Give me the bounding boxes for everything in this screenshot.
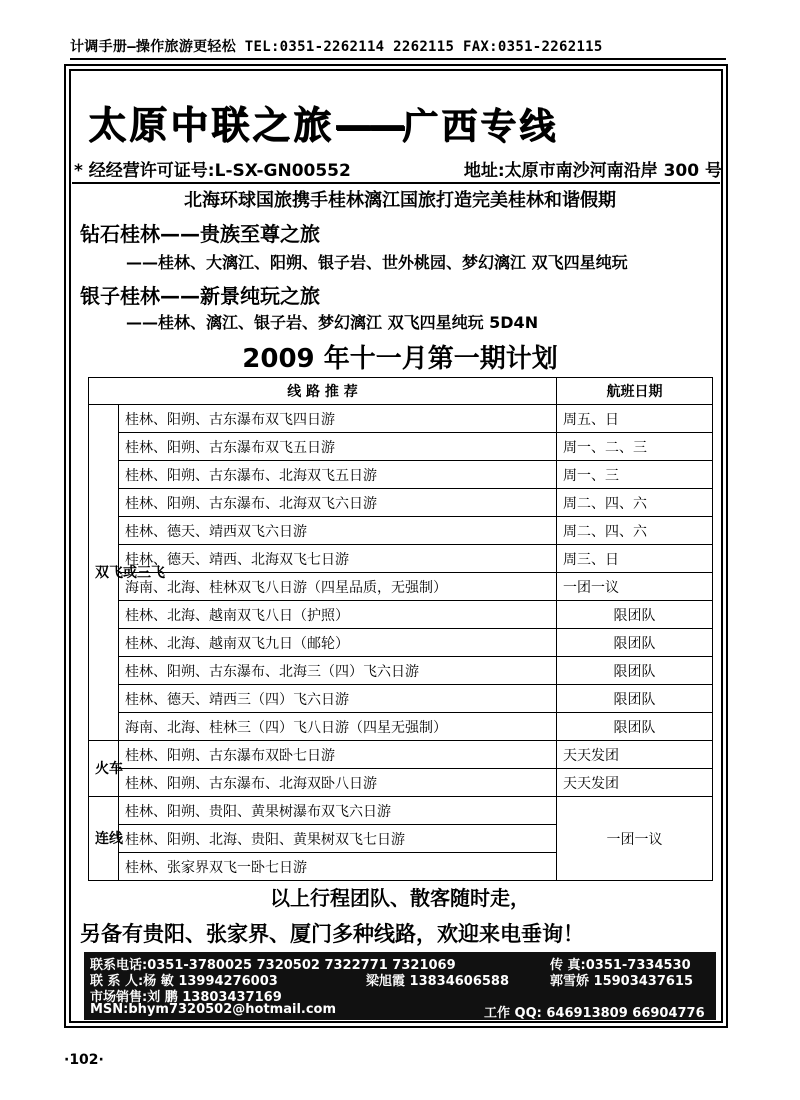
table-row bbox=[89, 573, 713, 601]
table-row bbox=[89, 489, 713, 517]
table-row bbox=[89, 797, 713, 825]
schedule-cell: 限团队 bbox=[557, 601, 713, 629]
contact-qq: 工作 QQ: 646913809 66904776 bbox=[484, 1006, 705, 1021]
route-cell: 桂林、阳朔、贵阳、黄果树瀑布双飞六日游 bbox=[119, 797, 557, 825]
schedule-cell: 周一、三 bbox=[557, 461, 713, 489]
route-cell: 桂林、阳朔、古东瀑布双卧七日游 bbox=[119, 741, 557, 769]
route-cell: 桂林、北海、越南双飞九日（邮轮） bbox=[119, 629, 557, 657]
brand-title bbox=[88, 94, 558, 149]
brand-name: 太原中联之旅 bbox=[88, 103, 335, 147]
schedule-cell: 周一、二、三 bbox=[557, 433, 713, 461]
schedule-cell: 周二、四、六 bbox=[557, 517, 713, 545]
table-row bbox=[89, 517, 713, 545]
route-cell: 桂林、阳朔、古东瀑布、北海双卧八日游 bbox=[119, 769, 557, 797]
table-row bbox=[89, 629, 713, 657]
schedule-cell: 限团队 bbox=[557, 685, 713, 713]
header-route: 线 路 推 荐 bbox=[89, 378, 557, 405]
route-cell: 桂林、德天、靖西、北海双飞七日游 bbox=[119, 545, 557, 573]
table-row bbox=[89, 769, 713, 797]
table-row bbox=[89, 657, 713, 685]
schedule-cell: 一团一议 bbox=[557, 797, 713, 881]
route-cell: 桂林、北海、越南双飞八日（护照） bbox=[119, 601, 557, 629]
contact-box bbox=[84, 952, 716, 1020]
person-label: 联 系 人: bbox=[90, 974, 144, 989]
package-title-diamond: 钻石桂林——贵族至尊之旅 bbox=[80, 222, 320, 246]
schedule-cell: 周二、四、六 bbox=[557, 489, 713, 517]
footer-line-1: 以上行程团队、散客随时走， bbox=[270, 886, 530, 910]
phone-numbers: 0351-3780025 7320502 7322771 7321069 bbox=[147, 958, 456, 973]
page-number: ·102· bbox=[64, 1052, 104, 1068]
route-cell: 桂林、阳朔、古东瀑布双飞四日游 bbox=[119, 405, 557, 433]
table-row bbox=[89, 601, 713, 629]
route-cell: 桂林、阳朔、古东瀑布、北海三（四）飞六日游 bbox=[119, 657, 557, 685]
footer-line-2: 另备有贵阳、张家界、厦门多种线路，欢迎来电垂询！ bbox=[80, 922, 584, 946]
package-title-silver: 银子桂林——新景纯玩之旅 bbox=[80, 284, 320, 308]
category-combo: 连线 bbox=[89, 797, 119, 881]
address: 地址:太原市南沙河南沿岸 300 号 bbox=[463, 161, 722, 181]
tagline: 北海环球国旅携手桂林漓江国旅打造完美桂林和谐假期 bbox=[184, 190, 616, 211]
schedule-cell: 天天发团 bbox=[557, 769, 713, 797]
phone-label: 联系电话: bbox=[90, 958, 148, 973]
fax-number: 0351-7334530 bbox=[585, 958, 691, 973]
routes-table bbox=[88, 377, 713, 881]
route-cell: 海南、北海、桂林三（四）飞八日游（四星无强制） bbox=[119, 713, 557, 741]
table-row bbox=[89, 545, 713, 573]
route-cell: 桂林、张家界双飞一卧七日游 bbox=[119, 853, 557, 881]
sales-label: 市场销售: bbox=[90, 990, 148, 1005]
license-number: * 经经营许可证号:L-SX-GN00552 bbox=[74, 161, 351, 181]
page-header: 计调手册—操作旅游更轻松 TEL:0351-2262114 2262115 FAX:0351-2262115 bbox=[70, 36, 726, 60]
route-cell: 桂林、德天、靖西三（四）飞六日游 bbox=[119, 685, 557, 713]
fax-label: 传 真: bbox=[550, 958, 586, 973]
person-3: 郭雪娇 15903437615 bbox=[550, 974, 694, 989]
person-2: 梁旭霞 13834606588 bbox=[366, 974, 510, 989]
brand-line: 广西专线 bbox=[402, 106, 559, 147]
header-schedule: 航班日期 bbox=[557, 378, 713, 405]
table-header-row bbox=[89, 378, 713, 405]
route-cell: 桂林、阳朔、古东瀑布、北海双飞六日游 bbox=[119, 489, 557, 517]
person-1: 杨 敏 13994276003 bbox=[143, 974, 278, 989]
brand-dash: —— bbox=[334, 103, 403, 147]
route-cell: 桂林、德天、靖西双飞六日游 bbox=[119, 517, 557, 545]
package-subtitle-diamond: ——桂林、大漓江、阳朔、银子岩、世外桃园、梦幻漓江 双飞四星纯玩 bbox=[126, 253, 628, 272]
table-row bbox=[89, 405, 713, 433]
table-row bbox=[89, 461, 713, 489]
schedule-cell: 周三、日 bbox=[557, 545, 713, 573]
schedule-cell: 一团一议 bbox=[557, 573, 713, 601]
category-train: 火车 bbox=[89, 741, 119, 797]
table-row bbox=[89, 433, 713, 461]
table-row bbox=[89, 713, 713, 741]
table-row bbox=[89, 685, 713, 713]
route-cell: 桂林、阳朔、古东瀑布双飞五日游 bbox=[119, 433, 557, 461]
route-cell: 桂林、阳朔、古东瀑布、北海双飞五日游 bbox=[119, 461, 557, 489]
plan-title: 2009 年十一月第一期计划 bbox=[242, 344, 558, 374]
route-cell: 海南、北海、桂林双飞八日游（四星品质，无强制） bbox=[119, 573, 557, 601]
divider bbox=[72, 182, 720, 184]
contact-msn: MSN:bhym7320502@hotmail.com bbox=[90, 1002, 337, 1017]
schedule-cell: 限团队 bbox=[557, 713, 713, 741]
table-row bbox=[89, 741, 713, 769]
schedule-cell: 周五、日 bbox=[557, 405, 713, 433]
schedule-cell: 限团队 bbox=[557, 629, 713, 657]
schedule-cell: 天天发团 bbox=[557, 741, 713, 769]
package-subtitle-silver: ——桂林、漓江、银子岩、梦幻漓江 双飞四星纯玩 5D4N bbox=[126, 313, 539, 332]
route-cell: 桂林、阳朔、北海、贵阳、黄果树双飞七日游 bbox=[119, 825, 557, 853]
schedule-cell: 限团队 bbox=[557, 657, 713, 685]
sales-person: 刘 鹏 13803437169 bbox=[147, 990, 282, 1005]
category-air: 双飞或三飞 bbox=[89, 405, 119, 741]
